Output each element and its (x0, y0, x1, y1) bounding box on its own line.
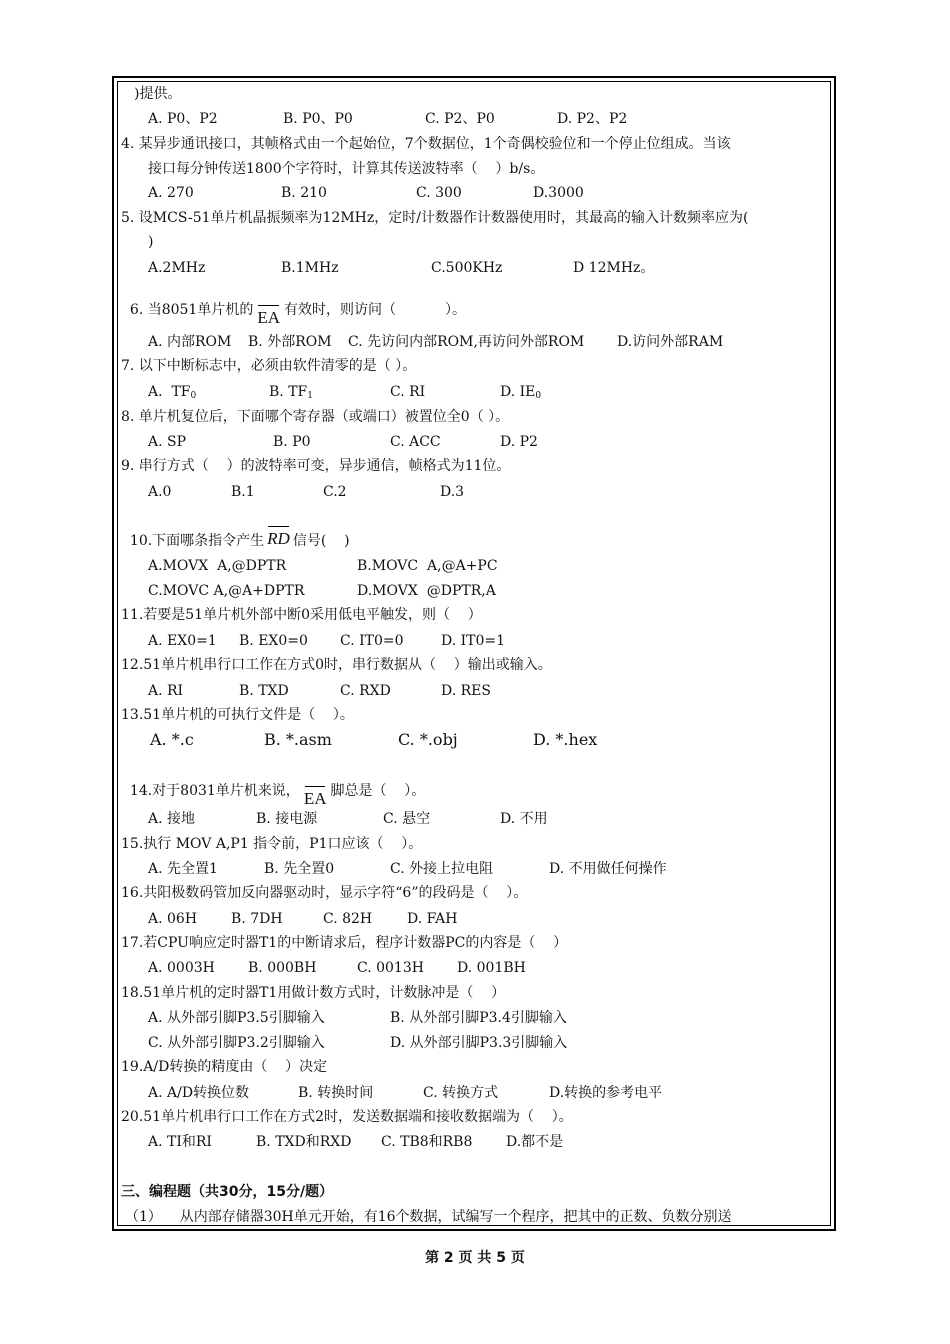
q12-option-a: A. RI (148, 683, 184, 699)
q5-question-line1: 5. 设MCS-51单片机晶振频率为12MHz，定时/计数器作计数器使用时，其最高的输入计数频率应为( (121, 210, 749, 226)
q10-rd-signal: RD (267, 529, 290, 548)
q14-option-b: B. 接电源 (256, 811, 318, 827)
q13-option-c: C. *.obj (398, 730, 458, 749)
q14-option-c: C. 悬空 (383, 811, 431, 827)
q7-question: 7. 以下中断标志中，必须由软件清零的是（ ）。 (121, 358, 417, 374)
q9-option-d: D.3 (440, 484, 465, 500)
q3-option-d: D. P2、P2 (557, 111, 628, 127)
q17-option-b: B. 000BH (248, 960, 317, 976)
q20-option-b: B. TXD和RXD (256, 1134, 352, 1150)
q17-option-d: D. 001BH (457, 960, 526, 976)
q19-option-d: D.转换的参考电平 (549, 1085, 663, 1101)
q10-option-c: C.MOVC A,@A+DPTR (148, 583, 305, 599)
q8-option-d: D. P2 (500, 434, 538, 450)
q14-option-a: A. 接地 (148, 811, 196, 827)
q6-ea-signal: EA (257, 308, 281, 327)
q12-question: 12.51单片机串行口工作在方式0时，串行数据从（ ）输出或输入。 (121, 657, 552, 673)
q19-question: 19.A/D转换的精度由（ ）决定 (121, 1059, 328, 1075)
q9-option-a: A.0 (148, 484, 172, 500)
q15-option-b: B. 先全置0 (264, 861, 335, 877)
q13-question: 13.51单片机的可执行文件是（ ）。 (121, 707, 354, 723)
q17-question: 17.若CPU响应定时器T1的中断请求后，程序计数器PC的内容是（ ） (121, 935, 568, 951)
q5-question-line2: ) (148, 234, 154, 250)
q3-option-c: C. P2、P0 (425, 111, 495, 127)
q16-option-d: D. FAH (407, 911, 458, 927)
q15-option-d: D. 不用做任何操作 (549, 861, 667, 877)
q16-option-c: C. 82H (323, 911, 373, 927)
q7-option-d: D. $IE_0$ (500, 384, 542, 401)
q17-option-c: C. 0013H (357, 960, 424, 976)
q9-option-b: B.1 (231, 484, 255, 500)
q15-option-a: A. 先全置1 (148, 861, 218, 877)
q14-option-d: D. 不用 (500, 811, 548, 827)
q14-ea-signal: EA (303, 789, 327, 808)
q14-question (121, 764, 425, 808)
q4-question-line2: 接口每分钟传送1800个字符时，计算其传送波特率（ ）b/s。 (148, 161, 545, 177)
continuation-line: )提供。 (134, 86, 182, 102)
q16-option-a: A. 06H (148, 911, 198, 927)
q5-option-a: A.2MHz (148, 260, 206, 276)
q19-option-b: B. 转换时间 (298, 1085, 374, 1101)
q7-option-a: A. $TF_0$ (148, 384, 197, 401)
q6-question (121, 283, 466, 327)
q20-question: 20.51单片机串行口工作在方式2时，发送数据端和接收数据端为（ ）。 (121, 1109, 573, 1125)
q12-option-d: D. RES (441, 683, 491, 699)
q16-option-b: B. 7DH (231, 911, 283, 927)
q11-option-c: C. IT0=0 (340, 633, 404, 649)
q13-option-b: B. *.asm (264, 730, 332, 749)
q3-option-b: B. P0、P0 (283, 111, 353, 127)
q4-option-b: B. 210 (281, 185, 327, 201)
q12-option-b: B. TXD (239, 683, 289, 699)
q4-option-a: A. 270 (148, 185, 194, 201)
q19-option-c: C. 转换方式 (423, 1085, 499, 1101)
q6-prefix: 6. 当8051单片机的 (129, 302, 254, 318)
q10-option-a: A.MOVX A,@DPTR (148, 558, 287, 574)
q4-option-d: D.3000 (533, 185, 584, 201)
exam-page-inner-border (117, 81, 831, 1226)
q5-option-b: B.1MHz (281, 260, 339, 276)
q11-option-a: A. EX0=1 (148, 633, 217, 649)
q4-question-line1: 4. 某异步通讯接口，其帧格式由一个起始位，7个数据位，1个奇偶校验位和一个停止位组成。当该 (121, 136, 731, 152)
q6-option-c: C. 先访问内部ROM,再访问外部ROM (348, 334, 585, 350)
q8-option-a: A. SP (148, 434, 187, 450)
q20-option-c: C. TB8和RB8 (381, 1134, 473, 1150)
q5-option-c: C.500KHz (431, 260, 503, 276)
q15-question: 15.执行 MOV A,P1 指令前，P1口应该（ ）。 (121, 836, 423, 852)
q17-option-a: A. 0003H (148, 960, 215, 976)
q13-option-a: A. *.c (150, 730, 194, 749)
q10-suffix: 信号( ) (292, 533, 350, 549)
q10-prefix: 10.下面哪条指令产生 (129, 533, 265, 549)
q9-question: 9. 串行方式（ ）的波特率可变，异步通信，帧格式为11位。 (121, 458, 511, 474)
section3-heading: 三、编程题（共30分，15分/题） (121, 1184, 334, 1200)
q16-question: 16.共阳极数码管加反向器驱动时，显示字符“6”的段码是（ ）。 (121, 885, 528, 901)
q14-prefix: 14.对于8031单片机来说， (129, 783, 300, 799)
q20-option-d: D.都不是 (506, 1134, 564, 1150)
q18-option-c: C. 从外部引脚P3.2引脚输入 (148, 1035, 325, 1051)
q19-option-a: A. A/D转换位数 (148, 1085, 250, 1101)
q4-option-c: C. 300 (416, 185, 462, 201)
q8-option-b: B. P0 (273, 434, 311, 450)
q20-option-a: A. TI和RI (148, 1134, 212, 1150)
q18-option-d: D. 从外部引脚P3.3引脚输入 (390, 1035, 568, 1051)
q12-option-c: C. RXD (340, 683, 391, 699)
q18-option-b: B. 从外部引脚P3.4引脚输入 (390, 1010, 567, 1026)
section3-item1: （1） 从内部存储器30H单元开始，有16个数据，试编写一个程序，把其中的正数、负数分别送 (125, 1209, 732, 1225)
q6-option-b: B. 外部ROM (248, 334, 332, 350)
q9-option-c: C.2 (323, 484, 347, 500)
q10-option-d: D.MOVX @DPTR,A (357, 583, 496, 599)
q3-option-a: A. P0、P2 (148, 111, 218, 127)
q5-option-d: D 12MHz。 (573, 260, 655, 276)
q10-question (121, 512, 350, 550)
q6-option-d: D.访问外部RAM (617, 334, 724, 350)
q11-option-b: B. EX0=0 (239, 633, 308, 649)
q8-option-c: C. ACC (390, 434, 441, 450)
q15-option-c: C. 外接上拉电阻 (390, 861, 494, 877)
q7-option-b: B. $TF_1$ (269, 384, 313, 401)
q13-option-d: D. *.hex (533, 730, 598, 749)
q14-suffix: 脚总是（ ）。 (330, 783, 426, 799)
q6-suffix: 有效时，则访问（ ）。 (284, 302, 466, 318)
q6-option-a: A. 内部ROM (148, 334, 232, 350)
q18-question: 18.51单片机的定时器T1用做计数方式时，计数脉冲是（ ） (121, 985, 506, 1001)
q7-option-c: C. RI (390, 384, 426, 400)
q18-option-a: A. 从外部引脚P3.5引脚输入 (148, 1010, 325, 1026)
q10-option-b: B.MOVC A,@A+PC (357, 558, 498, 574)
page-footer: 第 2 页 共 5 页 (425, 1250, 525, 1266)
q11-option-d: D. IT0=1 (441, 633, 506, 649)
q11-question: 11.若要是51单片机外部中断0采用低电平触发，则（ ） (121, 607, 482, 623)
q8-question: 8. 单片机复位后，下面哪个寄存器（或端口）被置位全0（ ）。 (121, 409, 510, 425)
